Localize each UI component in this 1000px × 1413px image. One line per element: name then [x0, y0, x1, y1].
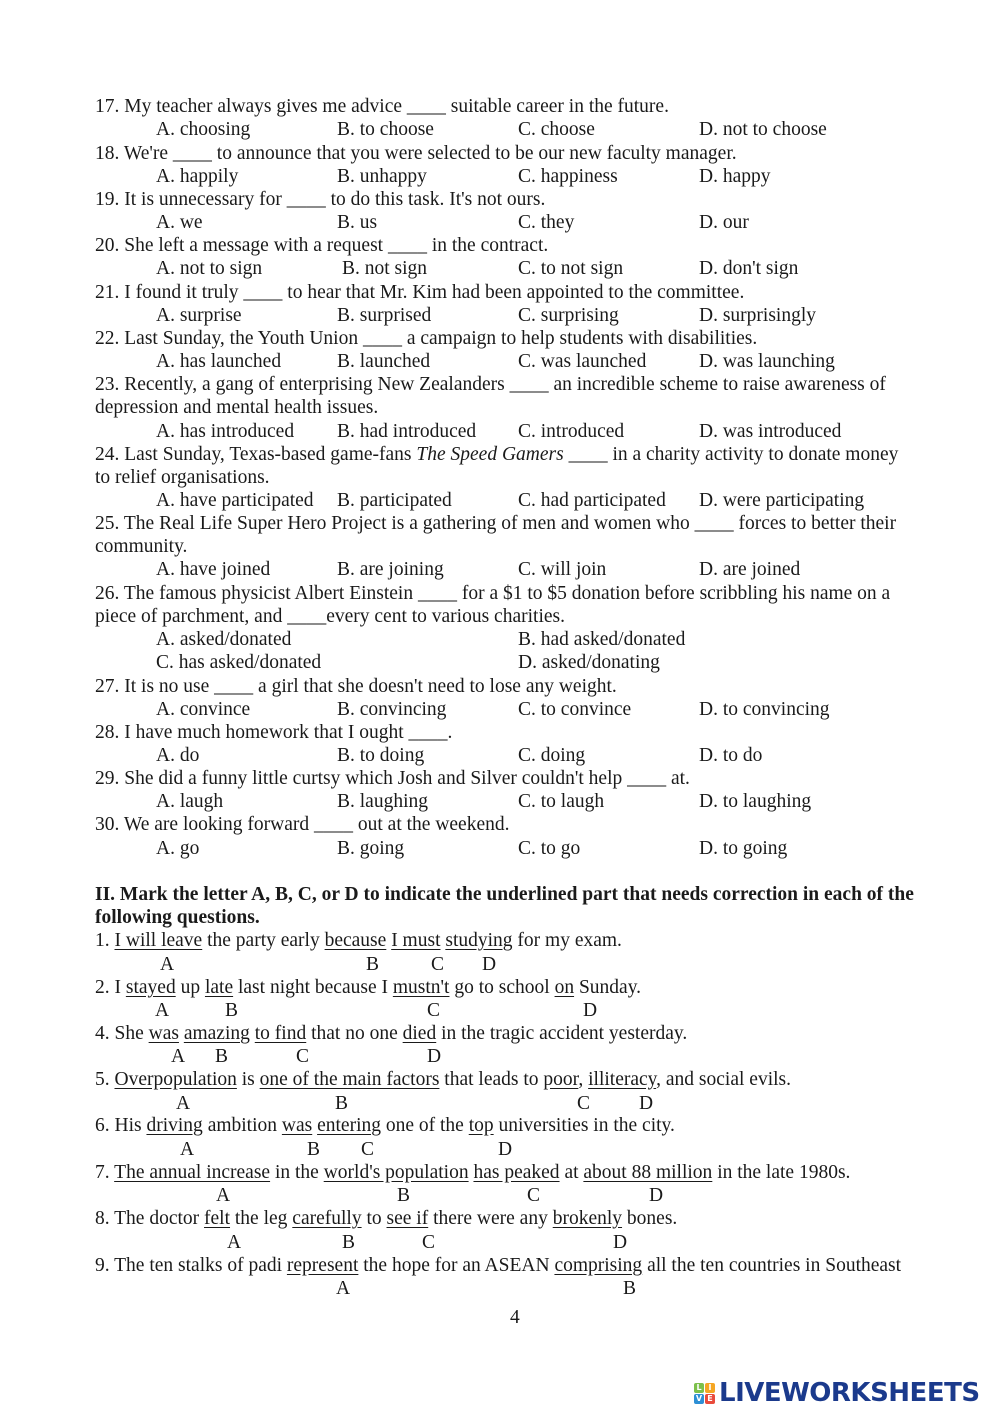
option-b: B. surprised: [337, 305, 432, 326]
underlined-part-c: poor: [543, 1069, 579, 1090]
question-25: 25. The Real Life Super Hero Project is a gathering of men and women who ____ forces to better their: [95, 513, 897, 534]
option-b: B. unhappy: [337, 166, 427, 187]
option-c: C. to go: [518, 838, 581, 859]
option-c: C. happiness: [518, 166, 618, 187]
option-c: C. to laugh: [518, 791, 605, 812]
text-segment: ,: [578, 1069, 589, 1090]
underlined-part-a: driving: [146, 1115, 203, 1136]
question-22: 22. Last Sunday, the Youth Union ____ a campaign to help students with disabilities.: [95, 328, 758, 349]
option-a: A. have participated: [156, 490, 314, 511]
option-d: D. to going: [699, 838, 788, 859]
text-segment: at: [559, 1162, 584, 1183]
option-b: B. not sign: [342, 258, 428, 279]
option-b: B. are joining: [337, 559, 444, 580]
text-segment: bones.: [622, 1208, 678, 1229]
logo-mark-letter: V: [695, 1393, 703, 1403]
letter-d: D: [498, 1139, 513, 1160]
text-segment: is: [236, 1069, 260, 1090]
letter-d: D: [482, 954, 497, 975]
text-segment: the party early: [202, 930, 325, 951]
letter-a: A: [171, 1046, 186, 1067]
text-segment: 7.: [95, 1162, 115, 1183]
option-b: B. to choose: [337, 119, 434, 140]
letter-b: B: [225, 1000, 239, 1021]
text-segment: for my exam.: [512, 930, 622, 951]
letter-d: D: [639, 1093, 654, 1114]
letter-a: A: [227, 1232, 242, 1253]
underlined-part-c: has peaked: [473, 1162, 560, 1183]
letter-b: B: [307, 1139, 321, 1160]
letter-a: A: [160, 954, 175, 975]
text-segment: there were any: [428, 1208, 553, 1229]
underlined-part-a: felt: [204, 1208, 231, 1229]
option-d: D. asked/donating: [518, 652, 660, 673]
letter-c: C: [431, 954, 445, 975]
option-a: A. not to sign: [156, 258, 263, 279]
option-d: D. to laughing: [699, 791, 812, 812]
letter-c: C: [361, 1139, 375, 1160]
logo-mark-letter: I: [705, 1383, 715, 1393]
option-a: A. has introduced: [156, 421, 295, 442]
option-a: A. surprise: [156, 305, 242, 326]
option-b: B. participated: [337, 490, 452, 511]
question-24-title: The Speed Gamers: [416, 444, 564, 465]
letter-c: C: [427, 1000, 441, 1021]
text-segment: 1.: [95, 930, 115, 951]
underlined-part-d: illiteracy: [588, 1069, 657, 1090]
option-c: C. they: [518, 212, 575, 233]
question-29: 29. She did a funny little curtsy which Josh and Silver couldn't help ____ at.: [95, 768, 690, 789]
question-21: 21. I found it truly ____ to hear that Mr. Kim had been appointed to the committee.: [95, 282, 745, 303]
error-question-5: [95, 1068, 791, 1091]
letter-c: C: [527, 1185, 541, 1206]
letter-d: D: [583, 1000, 598, 1021]
question-30: 30. We are looking forward ____ out at the weekend.: [95, 814, 510, 835]
question-25-cont: community.: [95, 536, 188, 557]
text-segment: , and social evils.: [656, 1069, 791, 1090]
text-segment: all the ten countries in Southeast: [642, 1255, 902, 1276]
question-24-pre: 24. Last Sunday, Texas-based game-fans: [95, 444, 417, 465]
underlined-part-d: brokenly: [552, 1208, 623, 1229]
text-segment: 4. She: [95, 1023, 149, 1044]
section-heading: II. Mark the letter A, B, C, or D to indicate the underlined part that needs correction in each of the: [95, 884, 914, 905]
letter-b: B: [623, 1278, 637, 1299]
option-c: C. was launched: [518, 351, 647, 372]
option-d: D. to convincing: [699, 699, 830, 720]
underlined-part-c: entering: [317, 1115, 381, 1136]
error-question-7: [95, 1161, 850, 1184]
text-segment: Sunday.: [574, 977, 642, 998]
underlined-part-c: I must: [391, 930, 441, 951]
letter-b: B: [215, 1046, 229, 1067]
question-26: 26. The famous physicist Albert Einstein ____ for a $1 to $5 donation before scribbling his name on a: [95, 583, 891, 604]
underlined-part-b: comprising: [554, 1255, 643, 1276]
underlined-part-d: studying: [445, 930, 513, 951]
underlined-part-a: The annual increase: [114, 1162, 271, 1183]
option-b: B. us: [337, 212, 378, 233]
option-d: D. our: [699, 212, 749, 233]
option-d: D. surprisingly: [699, 305, 816, 326]
option-d: D. were participating: [699, 490, 865, 511]
letter-c: C: [577, 1093, 591, 1114]
letter-b: B: [397, 1185, 411, 1206]
text-segment: last night because I: [233, 977, 393, 998]
letter-d: D: [649, 1185, 664, 1206]
underlined-part-b: one of the main factors: [259, 1069, 440, 1090]
underlined-part-b: amazing: [183, 1023, 250, 1044]
text-segment: 9. The ten stalks of padi: [95, 1255, 287, 1276]
option-b: B. had introduced: [337, 421, 477, 442]
text-segment: ambition: [202, 1115, 282, 1136]
underlined-part-b: late: [204, 977, 234, 998]
text-segment: universities in the city.: [493, 1115, 675, 1136]
letter-b: B: [342, 1232, 356, 1253]
error-question-9: [95, 1254, 901, 1277]
option-d: D. happy: [699, 166, 771, 187]
underlined-part-a: was: [148, 1023, 179, 1044]
underlined-part-c: to find: [254, 1023, 307, 1044]
option-d: D. was introduced: [699, 421, 842, 442]
text-segment: that no one: [306, 1023, 403, 1044]
underlined-part-d: top: [468, 1115, 494, 1136]
option-b: B. to doing: [337, 745, 425, 766]
option-c: C. introduced: [518, 421, 625, 442]
question-27: 27. It is no use ____ a girl that she doesn't need to lose any weight.: [95, 676, 617, 697]
section-heading-cont: following questions.: [95, 907, 260, 928]
underlined-part-b: world's population: [323, 1162, 469, 1183]
underlined-part-d: about 88 million: [583, 1162, 713, 1183]
text-segment: the leg: [230, 1208, 293, 1229]
text-segment: one of the: [380, 1115, 469, 1136]
option-c: C. to convince: [518, 699, 632, 720]
logo-mark-letter: E: [705, 1394, 715, 1404]
letter-c: C: [422, 1232, 436, 1253]
letter-a: A: [216, 1185, 231, 1206]
logo-mark-icon: [694, 1383, 715, 1404]
underlined-part-c: see if: [386, 1208, 429, 1229]
letter-a: A: [176, 1093, 191, 1114]
option-a: A. happily: [156, 166, 239, 187]
question-24: [95, 443, 898, 466]
text-segment: 8. The doctor: [95, 1208, 205, 1229]
option-c: C. doing: [518, 745, 586, 766]
underlined-part-a: stayed: [125, 977, 176, 998]
option-a: A. has launched: [156, 351, 282, 372]
question-26-cont: piece of parchment, and ____every cent to various charities.: [95, 606, 565, 627]
error-question-2: [95, 976, 641, 999]
option-b: B. laughing: [337, 791, 428, 812]
question-23: 23. Recently, a gang of enterprising New Zealanders ____ an incredible scheme to raise awareness of: [95, 374, 886, 395]
option-a: A. have joined: [156, 559, 271, 580]
underlined-part-b: carefully: [292, 1208, 362, 1229]
question-19: 19. It is unnecessary for ____ to do this task. It's not ours.: [95, 189, 546, 210]
error-question-6: [95, 1114, 675, 1137]
text-segment: 5.: [95, 1069, 115, 1090]
underlined-part-b: because: [324, 930, 387, 951]
option-d: D. not to choose: [699, 119, 827, 140]
option-c: C. had participated: [518, 490, 666, 511]
error-question-4: [95, 1022, 687, 1045]
text-segment: the hope for an ASEAN: [358, 1255, 555, 1276]
question-17: 17. My teacher always gives me advice ____ suitable career in the future.: [95, 96, 669, 117]
text-segment: go to school: [449, 977, 555, 998]
option-a: A. laugh: [156, 791, 224, 812]
text-segment: to: [361, 1208, 387, 1229]
text-segment: 2. I: [95, 977, 126, 998]
option-a: A. convince: [156, 699, 251, 720]
option-b: B. convincing: [337, 699, 447, 720]
underlined-part-b: was: [281, 1115, 313, 1136]
text-segment: 6. His: [95, 1115, 147, 1136]
option-c: C. surprising: [518, 305, 619, 326]
text-segment: up: [175, 977, 205, 998]
letter-a: A: [336, 1278, 351, 1299]
letter-b: B: [335, 1093, 349, 1114]
logo-text: LIVEWORKSHEETS: [719, 1378, 980, 1408]
question-20: 20. She left a message with a request ____ in the contract.: [95, 235, 549, 256]
letter-b: B: [366, 954, 380, 975]
logo-mark-letter: L: [694, 1383, 704, 1393]
option-a: A. asked/donated: [156, 629, 292, 650]
underlined-part-c: mustn't: [392, 977, 450, 998]
text-segment: in the late 1980s.: [712, 1162, 851, 1183]
error-question-1: [95, 929, 622, 952]
underlined-part-a: I will leave: [114, 930, 203, 951]
option-d: D. don't sign: [699, 258, 799, 279]
question-18: 18. We're ____ to announce that you were selected to be our new faculty manager.: [95, 143, 737, 164]
option-b: B. going: [337, 838, 405, 859]
liveworksheets-logo: [694, 1378, 980, 1408]
letter-d: D: [427, 1046, 442, 1067]
error-question-8: [95, 1207, 677, 1230]
letter-a: A: [180, 1139, 195, 1160]
option-c: C. choose: [518, 119, 595, 140]
text-segment: in the: [270, 1162, 324, 1183]
option-a: A. do: [156, 745, 200, 766]
option-a: A. go: [156, 838, 200, 859]
option-a: A. choosing: [156, 119, 251, 140]
underlined-part-d: on: [554, 977, 575, 998]
option-b: B. had asked/donated: [518, 629, 686, 650]
option-c: C. to not sign: [518, 258, 624, 279]
letter-d: D: [613, 1232, 628, 1253]
option-c: C. will join: [518, 559, 607, 580]
option-a: A. we: [156, 212, 203, 233]
underlined-part-d: died: [402, 1023, 437, 1044]
option-c: C. has asked/donated: [156, 652, 322, 673]
underlined-part-a: represent: [286, 1255, 359, 1276]
text-segment: that leads to: [439, 1069, 544, 1090]
option-d: D. to do: [699, 745, 763, 766]
letter-c: C: [296, 1046, 310, 1067]
option-b: B. launched: [337, 351, 431, 372]
question-23-cont: depression and mental health issues.: [95, 397, 379, 418]
underlined-part-a: Overpopulation: [114, 1069, 237, 1090]
question-24-post: ____ in a charity activity to donate money: [563, 444, 899, 465]
letter-a: A: [155, 1000, 170, 1021]
question-28: 28. I have much homework that I ought ____.: [95, 722, 453, 743]
question-24-cont: to relief organisations.: [95, 467, 270, 488]
option-d: D. are joined: [699, 559, 801, 580]
text-segment: in the tragic accident yesterday.: [436, 1023, 688, 1044]
option-d: D. was launching: [699, 351, 835, 372]
page-number: 4: [510, 1307, 520, 1328]
